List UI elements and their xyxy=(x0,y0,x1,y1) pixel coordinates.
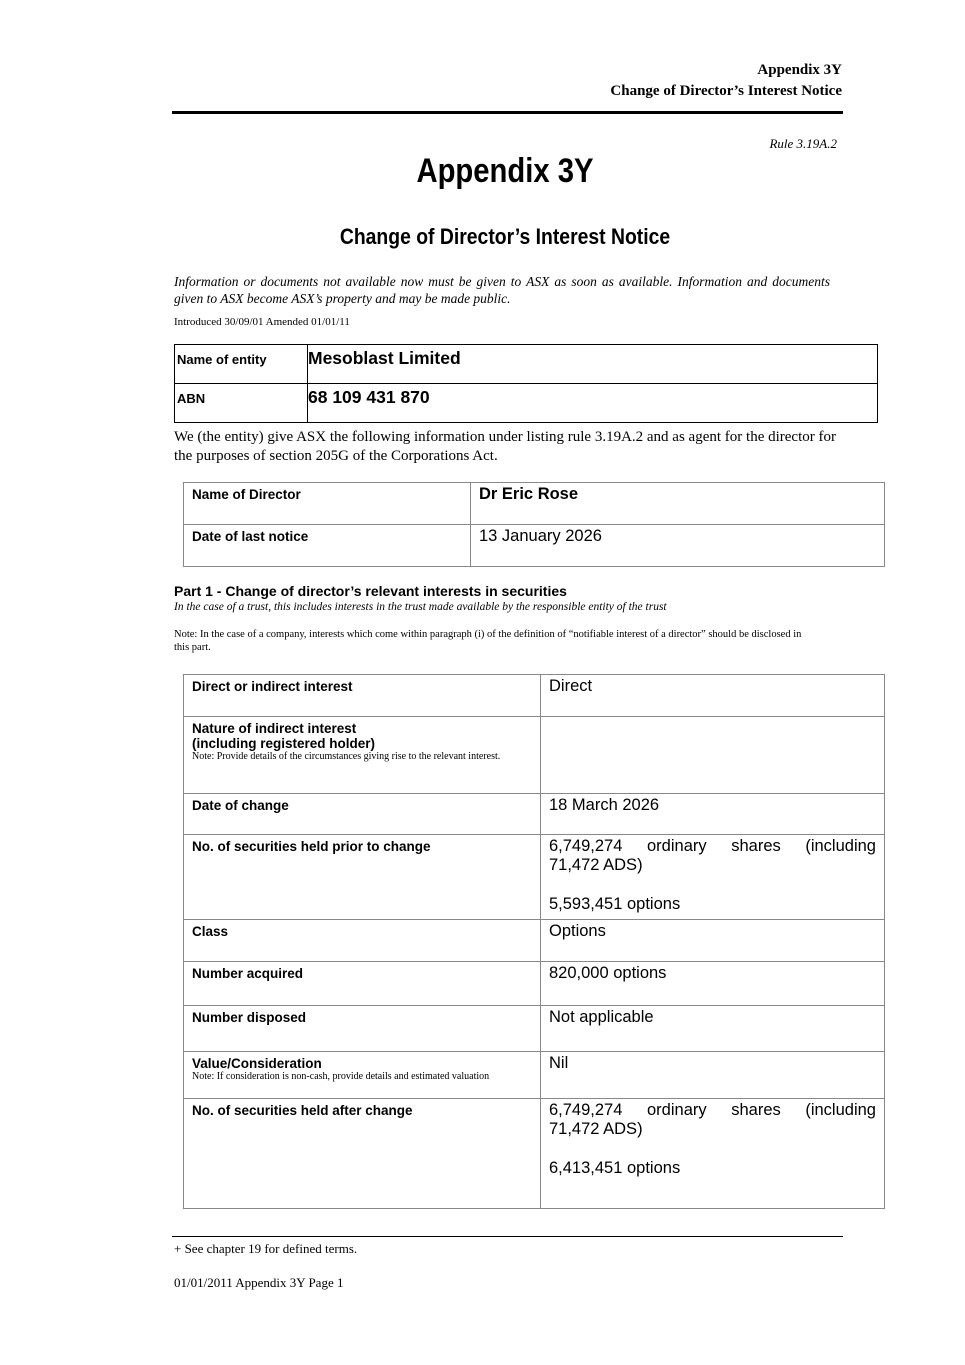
after-holdings-value xyxy=(541,1099,885,1209)
abn-label: ABN xyxy=(175,384,308,423)
prior-line-2: 71,472 ADS) xyxy=(549,856,643,874)
direct-indirect-value: Direct xyxy=(541,675,885,717)
after-word: 6,749,274 xyxy=(549,1101,623,1119)
prior-word: 6,749,274 xyxy=(549,837,623,855)
table-row xyxy=(184,717,885,794)
value-label-text: Value/Consideration xyxy=(192,1056,322,1071)
number-acquired-label: Number acquired xyxy=(184,962,541,1006)
table-row xyxy=(184,675,885,717)
abn-value: 68 109 431 870 xyxy=(308,384,878,423)
last-notice-value: 13 January 2026 xyxy=(471,525,885,567)
prior-word: shares xyxy=(731,837,781,855)
table-row xyxy=(184,835,885,920)
prior-line-3: 5,593,451 options xyxy=(549,895,681,913)
table-row xyxy=(184,1052,885,1099)
number-acquired-value: 820,000 options xyxy=(541,962,885,1006)
page-title: Appendix 3Y xyxy=(416,152,594,190)
after-word: (including xyxy=(805,1101,876,1119)
director-name-row xyxy=(184,483,885,525)
director-table xyxy=(183,482,885,567)
entity-table xyxy=(174,344,878,423)
table-row xyxy=(184,794,885,835)
table-row xyxy=(184,1006,885,1052)
after-word: ordinary xyxy=(647,1101,707,1119)
footer-divider xyxy=(172,1236,843,1237)
after-line-1 xyxy=(549,1101,876,1120)
part1-note: Note: In the case of a company, interests which come within paragraph (i) of the definition of “notifiable interest of a director” should be disclosed in this part. xyxy=(174,629,802,653)
last-notice-row xyxy=(184,525,885,567)
changes-table xyxy=(183,674,885,1209)
last-notice-label: Date of last notice xyxy=(184,525,471,567)
prior-word: (including xyxy=(805,837,876,855)
header-line-2: Change of Director’s Interest Notice xyxy=(610,83,842,99)
date-of-change-value: 18 March 2026 xyxy=(541,794,885,835)
rule-reference: Rule 3.19A.2 xyxy=(769,136,837,151)
value-consideration-label xyxy=(184,1052,541,1099)
prior-holdings-label: No. of securities held prior to change xyxy=(184,835,541,920)
number-disposed-label: Number disposed xyxy=(184,1006,541,1052)
introduced-line: Introduced 30/09/01 Amended 01/01/11 xyxy=(174,316,350,328)
nature-label-line-2: (including registered holder) xyxy=(192,736,376,751)
agent-paragraph: We (the entity) give ASX the following information under listing rule 3.19A.2 and as agent for the director for the purposes of section 205G of the Corporations Act. xyxy=(174,429,836,464)
after-word: shares xyxy=(731,1101,781,1119)
page-subtitle: Change of Director’s Interest Notice xyxy=(339,224,671,249)
nature-indirect-label xyxy=(184,717,541,794)
class-label: Class xyxy=(184,920,541,962)
entity-name-label: Name of entity xyxy=(175,345,308,384)
after-holdings-label: No. of securities held after change xyxy=(184,1099,541,1209)
after-line-3: 6,413,451 options xyxy=(549,1159,681,1177)
running-header xyxy=(610,60,842,102)
nature-note: Note: Provide details of the circumstances giving rise to the relevant interest. xyxy=(192,751,501,762)
director-name-value: Dr Eric Rose xyxy=(471,483,885,525)
date-of-change-label: Date of change xyxy=(184,794,541,835)
table-row xyxy=(184,1099,885,1209)
class-value: Options xyxy=(541,920,885,962)
footer-page-info: 01/01/2011 Appendix 3Y Page 1 xyxy=(174,1275,344,1290)
prior-word: ordinary xyxy=(647,837,707,855)
number-disposed-value: Not applicable xyxy=(541,1006,885,1052)
info-notice: Information or documents not available now must be given to ASX as soon as available. Information and documents given to ASX become ASX’s property and may be made public. xyxy=(174,274,830,306)
part1-heading: Part 1 - Change of director’s relevant interests in securities xyxy=(174,583,567,599)
value-consideration-value: Nil xyxy=(541,1052,885,1099)
after-line-2: 71,472 ADS) xyxy=(549,1120,643,1138)
table-row xyxy=(184,920,885,962)
header-divider xyxy=(172,111,843,114)
entity-abn-row xyxy=(175,384,878,423)
nature-indirect-value xyxy=(541,717,885,794)
header-line-1: Appendix 3Y xyxy=(757,62,842,78)
footer-defined-terms: + See chapter 19 for defined terms. xyxy=(174,1241,358,1256)
nature-label-line-1: Nature of indirect interest xyxy=(192,721,357,736)
part1-subheading: In the case of a trust, this includes interests in the trust made available by the responsible entity of the trust xyxy=(174,601,667,613)
director-name-label: Name of Director xyxy=(184,483,471,525)
prior-holdings-value xyxy=(541,835,885,920)
direct-indirect-label: Direct or indirect interest xyxy=(184,675,541,717)
prior-line-1 xyxy=(549,837,876,856)
entity-name-row xyxy=(175,345,878,384)
table-row xyxy=(184,962,885,1006)
entity-name-value: Mesoblast Limited xyxy=(308,345,878,384)
value-note: Note: If consideration is non-cash, provide details and estimated valuation xyxy=(192,1071,490,1082)
